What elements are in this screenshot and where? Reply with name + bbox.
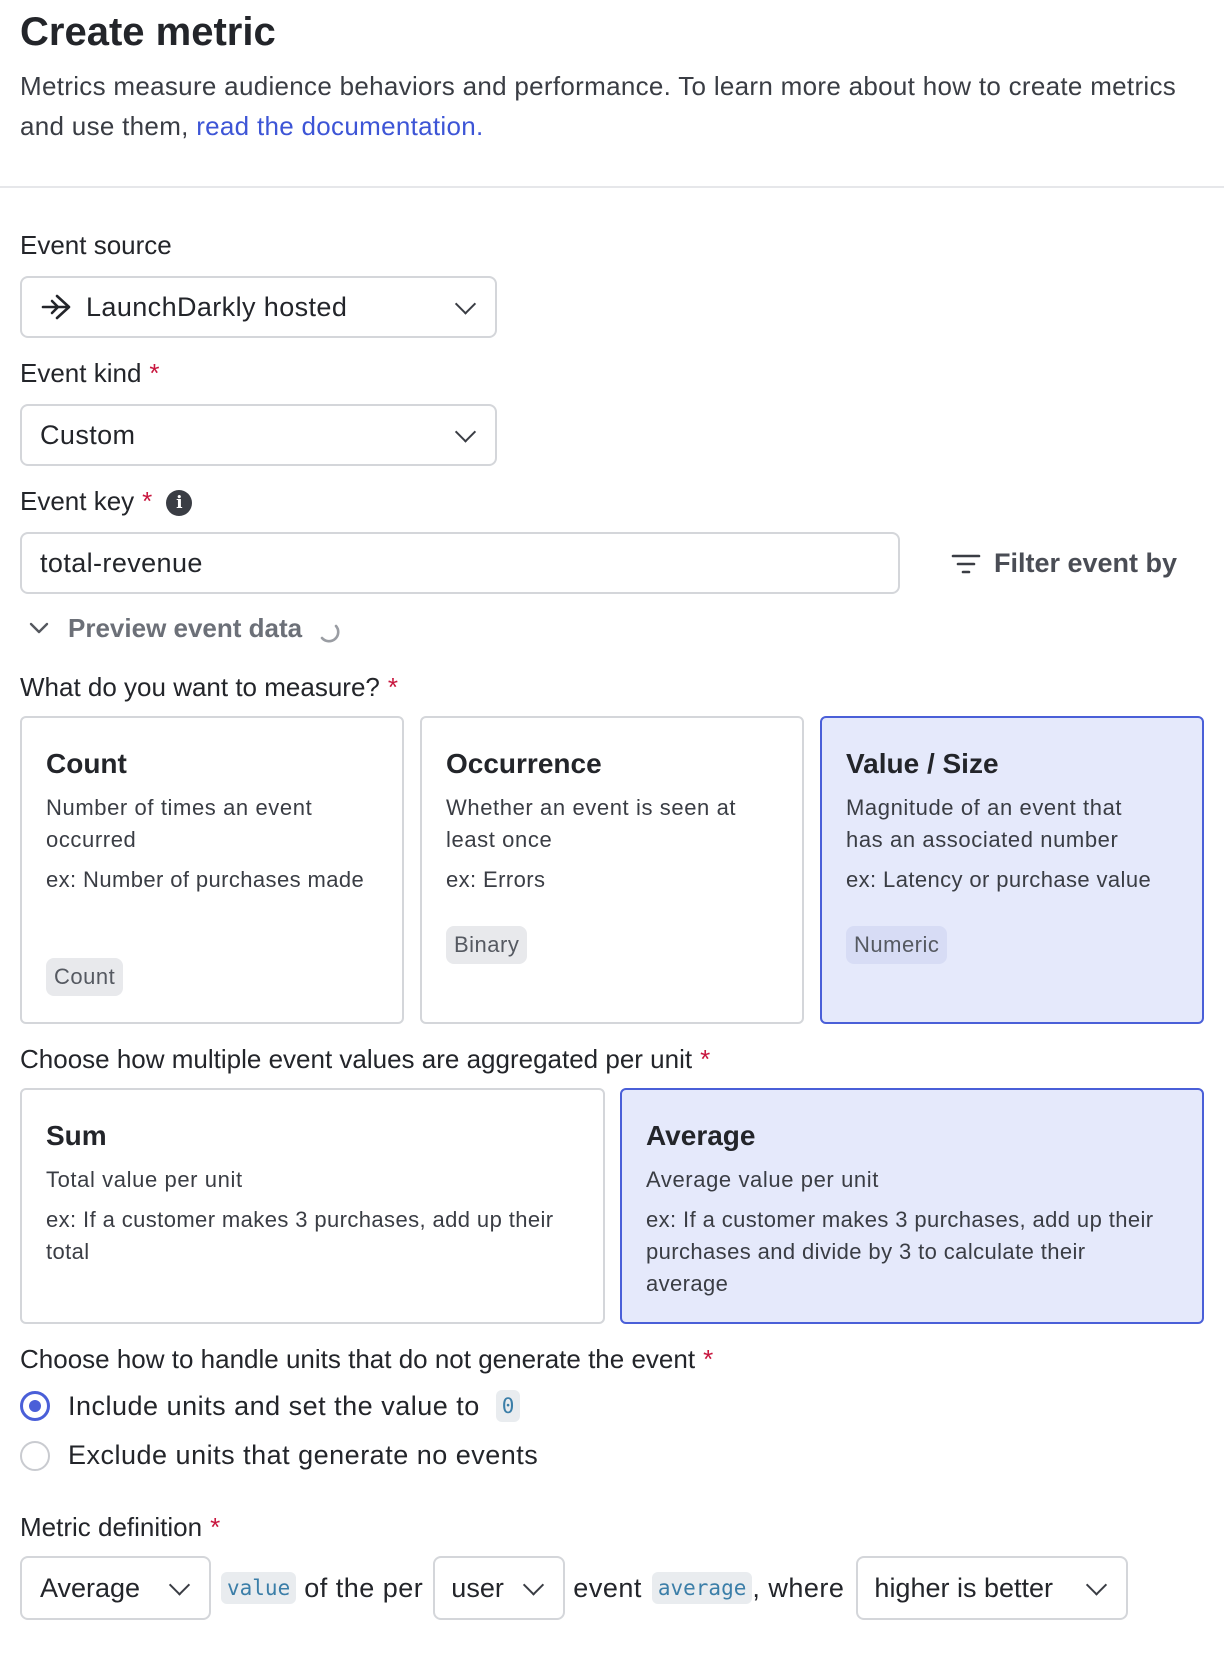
option-title: Value / Size (846, 748, 999, 779)
filter-event-button[interactable] (950, 548, 1177, 579)
direction-value: higher is better (874, 1572, 1054, 1603)
event-text: event (573, 1572, 642, 1603)
missing-units-question (20, 1344, 713, 1375)
option-description: Magnitude of an event that has an associated number (846, 795, 1123, 852)
option-description: Total value per unit (46, 1167, 243, 1192)
event-key-label-text: Event key (20, 486, 135, 516)
option-example: ex: Number of purchases made (46, 867, 365, 892)
unit-value: user (451, 1572, 504, 1603)
measure-option-count[interactable] (20, 716, 404, 1024)
average-token: average (652, 1572, 753, 1604)
event-source-label: Event source (20, 230, 172, 260)
metric-definition-label (20, 1512, 220, 1543)
include-units-value: 0 (496, 1390, 521, 1422)
option-example: ex: Errors (446, 867, 546, 892)
aggregation-question (20, 1044, 710, 1075)
header-divider (0, 186, 1224, 188)
where-text: , where (752, 1572, 845, 1603)
metric-definition-row (20, 1556, 1128, 1620)
required-mark: * (149, 358, 160, 388)
exclude-units-radio[interactable] (20, 1441, 50, 1471)
direction-select[interactable] (856, 1556, 1128, 1620)
option-description: Average value per unit (646, 1167, 879, 1192)
option-title: Occurrence (446, 748, 602, 779)
metric-definition-label-text: Metric definition (20, 1512, 203, 1542)
option-tag: Binary (446, 926, 527, 964)
measure-option-value-size[interactable] (820, 716, 1204, 1024)
arrow-right-icon (40, 292, 74, 322)
aggregate-value: Average (40, 1572, 141, 1603)
chevron-down-icon (455, 421, 476, 442)
event-key-value: total-revenue (40, 547, 203, 578)
chevron-down-icon (169, 1574, 190, 1595)
exclude-units-option[interactable] (20, 1440, 538, 1471)
event-kind-value: Custom (40, 419, 136, 450)
preview-event-data-toggle[interactable] (26, 612, 342, 644)
event-key-label (20, 486, 192, 517)
option-title: Sum (46, 1120, 107, 1151)
event-source-select[interactable] (20, 276, 497, 338)
event-key-input[interactable] (20, 532, 900, 594)
option-example: ex: Latency or purchase value (846, 867, 1152, 892)
option-title: Average (646, 1120, 756, 1151)
measure-question (20, 672, 398, 703)
include-units-label: Include units and set the value to (68, 1390, 480, 1421)
chevron-down-icon (523, 1574, 544, 1595)
loading-spinner-icon (316, 618, 342, 644)
required-mark: * (387, 672, 398, 702)
option-description: Whether an event is seen at least once (446, 795, 737, 852)
aggregation-option-average[interactable] (620, 1088, 1204, 1324)
filter-event-label: Filter event by (994, 548, 1178, 578)
chevron-down-icon (455, 293, 476, 314)
preview-event-data-label: Preview event data (68, 612, 303, 643)
chevron-down-icon (1086, 1574, 1107, 1595)
event-kind-label-text: Event kind (20, 358, 142, 388)
aggregation-question-text: Choose how multiple event values are aggregated per unit (20, 1044, 693, 1074)
unit-select[interactable] (433, 1556, 565, 1620)
option-tag: Count (46, 958, 123, 996)
page-intro (20, 66, 1200, 146)
missing-units-question-text: Choose how to handle units that do not generate the event (20, 1344, 696, 1374)
measure-question-text: What do you want to measure? (20, 672, 380, 702)
measure-option-occurrence[interactable] (420, 716, 804, 1024)
option-description: Number of times an event occurred (46, 795, 313, 852)
intro-text: Metrics measure audience behaviors and performance. To learn more about how to create metrics and use them, (20, 71, 1177, 141)
include-units-option[interactable] (20, 1390, 520, 1422)
page-title: Create metric (20, 10, 276, 54)
required-mark: * (700, 1044, 711, 1074)
required-mark: * (703, 1344, 714, 1374)
exclude-units-label: Exclude units that generate no events (68, 1440, 539, 1470)
of-the-per-text: of the per (304, 1572, 424, 1603)
filter-icon (950, 551, 982, 577)
documentation-link[interactable]: read the documentation. (196, 111, 484, 141)
event-kind-label (20, 358, 160, 389)
option-example: ex: If a customer makes 3 purchases, add up their purchases and divide by 3 to calculate their average (646, 1207, 1154, 1296)
aggregation-option-sum[interactable] (20, 1088, 605, 1324)
event-source-value: LaunchDarkly hosted (86, 291, 348, 322)
required-mark: * (142, 486, 153, 516)
required-mark: * (210, 1512, 221, 1542)
option-example: ex: If a customer makes 3 purchases, add up their total (46, 1207, 554, 1264)
chevron-down-icon (26, 618, 52, 638)
aggregate-select[interactable] (20, 1556, 211, 1620)
event-kind-select[interactable] (20, 404, 497, 466)
info-icon[interactable]: i (166, 490, 192, 516)
option-title: Count (46, 748, 127, 779)
value-token: value (221, 1572, 296, 1604)
include-units-radio[interactable] (20, 1391, 50, 1421)
option-tag: Numeric (846, 926, 947, 964)
